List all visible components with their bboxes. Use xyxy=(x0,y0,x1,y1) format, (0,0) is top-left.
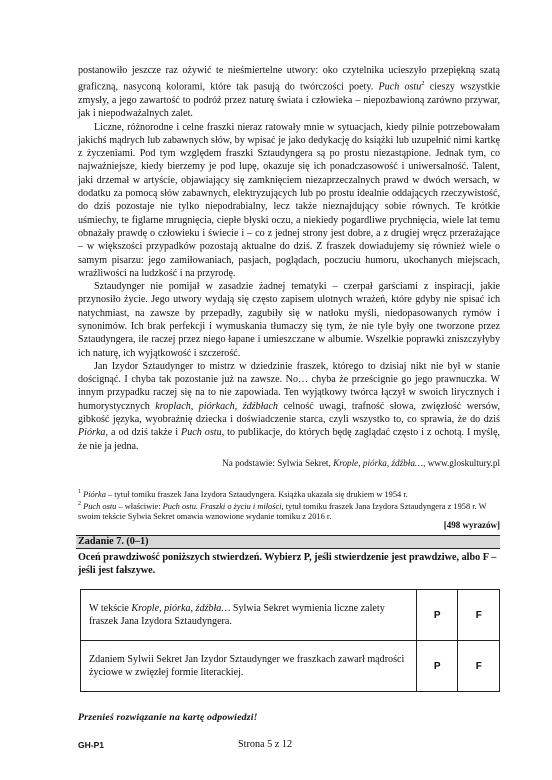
page-number: Strona 5 z 12 xyxy=(238,739,293,750)
task-title: Zadanie 7. (0–1) xyxy=(78,536,149,547)
statement-row xyxy=(81,641,500,692)
article-text xyxy=(78,64,500,453)
paragraph-1: postanowiło jeszcze raz ożywić te nieśmiertelne utwory: oko czytelnika ucieszyło przepiękną szatą graficzną, nasyconą kolorami, które tak pasują do twórczości poety. Puch ostu$^2$ cieszy wszystkie zmysły, a jego zawartość to podróż przez naturę świata i człowieka – niepozbawioną zarówno przywar, jak i niepodważalnych zalet. xyxy=(78,65,501,120)
paragraph-4: Jan Izydor Sztaudynger to mistrz w dziedzinie fraszek, którego to dzisiaj nikt nie był w stanie doścignąć. I chyba tak pozostanie już na zawsze. No… chyba że prześcignie go jego prawnuczka. W innym przypadku raczej się na to nie zapowiada. Ten wyjątkowy twórca łączył w swoich lirycznych i humorystycznych kroplach, piórkach, źdźbłach celność uwagi, trafność słowa, zwięzłość wersów, gibkość języka, wyobraźnię dziecka i doświadczenie starca, czyli wszystko to, co sprawia, że do dziś Piórka, a od dziś także i Puch ostu, to publikacje, do których będę zaglądać często i z ochotą. I myślę, że nie ja jedna. xyxy=(78,360,500,452)
word-count: [498 wyrazów] xyxy=(443,520,500,530)
transfer-note: Przenieś rozwiązanie na kartę odpowiedzi! xyxy=(78,712,258,723)
task-instruction: Oceń prawdziwość poniższych stwierdzeń. Wybierz P, jeśli stwierdzenie jest prawdziwe, albo F – jeśli jest fałszywe. xyxy=(78,552,497,576)
option-f[interactable]: F xyxy=(458,590,500,641)
option-p[interactable]: P xyxy=(416,641,458,692)
statement-text: Zdaniem Sylwii Sekret Jan Izydor Sztaudynger we fraszkach zawarł mądrości życiowe w zwięzłej formie literackiej. xyxy=(81,641,417,692)
statement-text: W tekście Krople, piórka, źdźbła… Sylwia Sekret wymienia liczne zalety fraszek Jana Izydora Sztaudyngera. xyxy=(81,590,417,641)
exam-code: GH-P1 xyxy=(78,740,104,750)
option-p[interactable]: P xyxy=(416,590,458,641)
statement-row xyxy=(81,590,500,641)
footnote-2: $^2$ Puch ostu – właściwie: Puch ostu. Fraszki o życiu i miłości, tytuł tomiku fraszek Jana Izydora Sztaudyngera z 1958 r. W swoim tekście Sylwia Sekret omawia wznowione wydanie tomiku z 2016 r. xyxy=(78,501,487,522)
paragraph-2: Liczne, różnorodne i celne fraszki nieraz ratowały mnie w sytuacjach, kiedy pilnie potrzebowałam jakichś mądrych lub zabawnych słów, by wpisać je jako dedykację do książki lub uzupełnić nimi kartkę z życzeniami. Pod tym względem fraszki Sztaudyngera są po prostu niezastąpione. Jednak tym, co najważniejsze, kiedy bierzemy je pod lupę, okazuje się ich ponadczasowość i uniwersalność. Talent, jaki drzemał w artyście, objawiający się zamknięciem niezaprzeczalnych prawd w dwóch wersach, w dodatku za pomocą słów zabawnych, elektryzujących lub po prostu idealnie oddających rzeczywistość, do dziś pozostaje nie tylko niepodrabialny, lecz także nieznajdujący sobie równych. Te krótkie uśmiechy, te figlarne mrugnięcia, ciepłe błyski oczu, a niekiedy pogardliwe prychnięcia, wiele lat temu obnażały prawdę o człowieku i świecie i – co z jednej strony jest dobre, a z drugiej wręcz przerażające – w większości przypadków pozostają aktualne do dziś. Z fraszek dowiadujemy się również wiele o samym pisarzu: jego zamiłowaniach, pasjach, poglądach, poczuciu humoru, ukochanych miejscach, wrażliwości na ludzkość i na przyrodę. xyxy=(78,121,500,279)
book-title: Puch ostu xyxy=(378,81,422,93)
source-citation: Na podstawie: Sylwia Sekret, Krople, piórka, źdźbła…, www.gloskultury.pl xyxy=(222,458,500,468)
footnote-1: $^1$ Piórka – tytuł tomiku fraszek Jana Izydora Sztaudyngera. Książka ukazała się drukiem w 1954 r. xyxy=(78,489,408,499)
statements-table xyxy=(80,589,500,692)
footnote-ref: 2 xyxy=(421,80,425,88)
paragraph-3: Sztaudynger nie pomijał w zasadzie żadnej tematyki – czerpał garściami z inspiracji, jakie przynosiło życie. Jego utwory wydają się często zapisem ulotnych wrażeń, które gdyby nie spisać ich natychmiast, na zawsze by przepadły, zagubiły się w natłoku myśli, niedopasowanych rymów i synonimów. Ich brak perfekcji i wymuskania tłumaczy się tym, że nie tyle były one tworzone przez Sztaudyngera, ile raczej przez niego łapane i umieszczane w albumie. Wszelkie poprawki zniszczyłyby ich naturę, ich wyjątkowość i szczerość. xyxy=(78,281,500,359)
option-f[interactable]: F xyxy=(458,641,500,692)
